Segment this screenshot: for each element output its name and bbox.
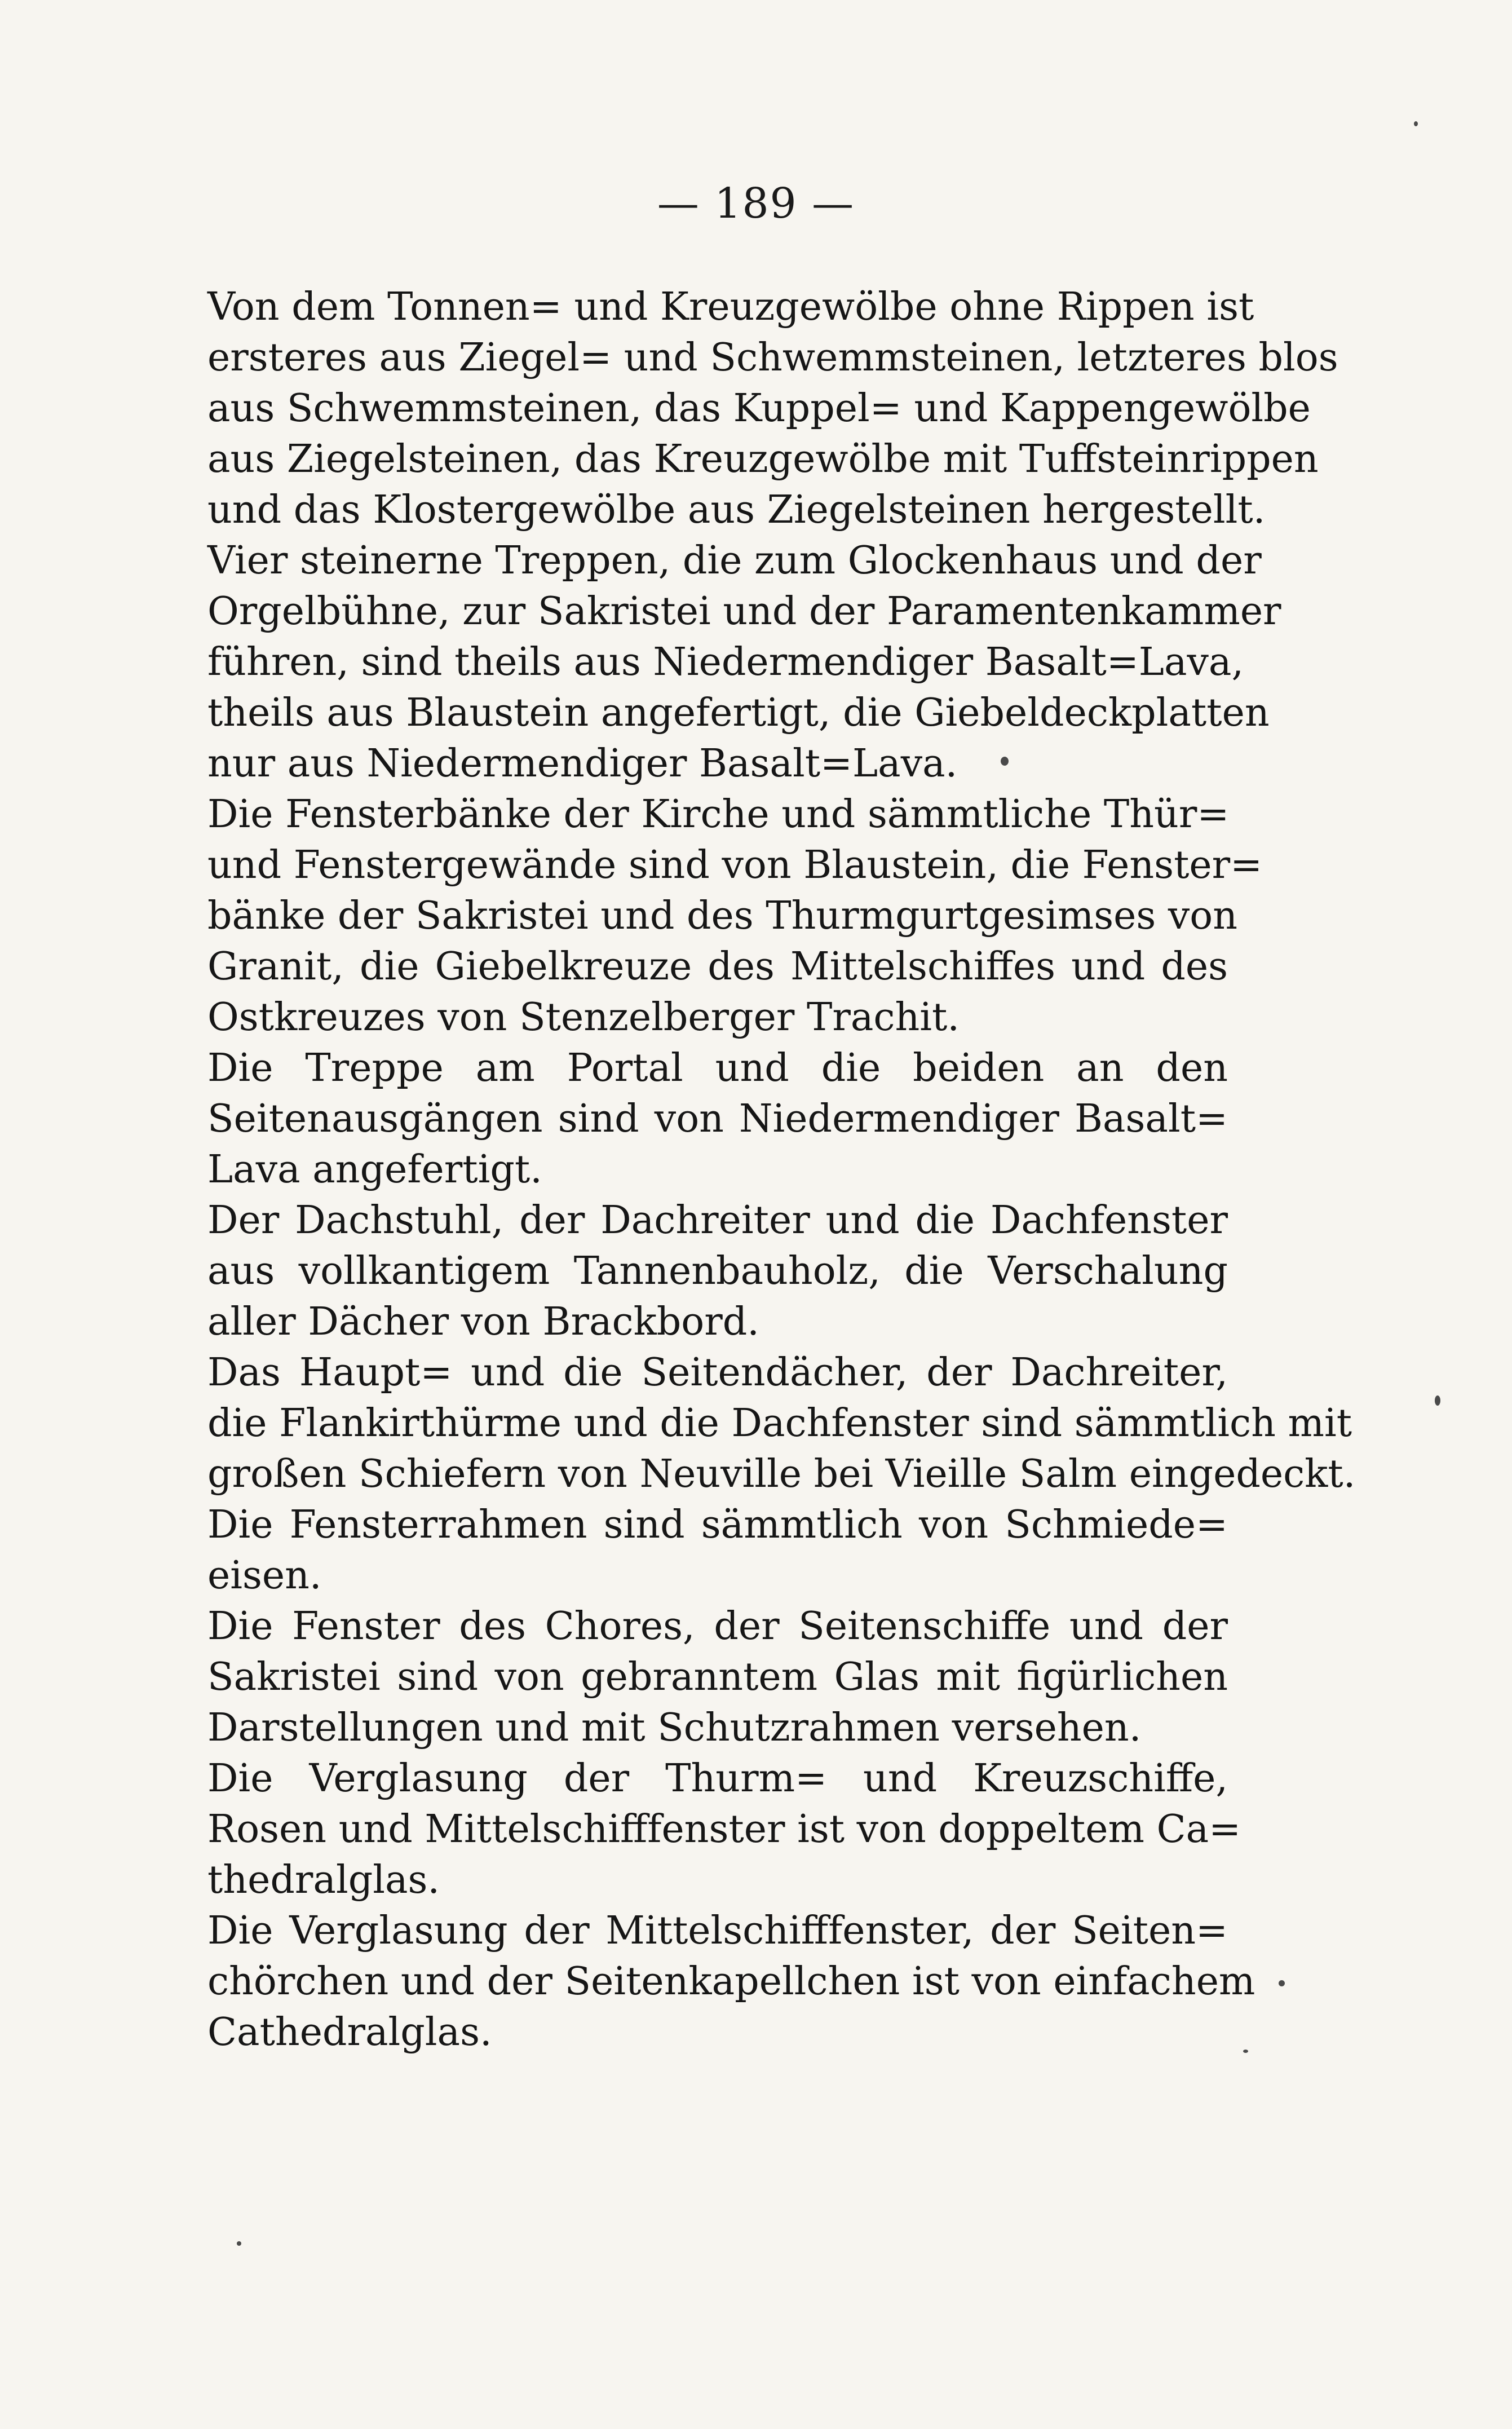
text-line: eisen.	[207, 1553, 322, 1598]
text-line: Lava angefertigt.	[207, 1147, 542, 1192]
text-line: aller Dächer von Brackbord.	[207, 1300, 759, 1344]
text-line: Die Verglasung der Thurm= und Kreuzschiffe,	[207, 1756, 1228, 1801]
page-number: — 189 —	[657, 179, 855, 228]
scan-speck	[237, 2241, 241, 2246]
text-line: Die Fensterbänke der Kirche und sämmtliche Thür=	[207, 792, 1230, 837]
scan-speck	[1279, 1980, 1285, 1986]
text-line: und das Klostergewölbe aus Ziegelsteinen hergestellt.	[207, 488, 1266, 532]
text-line: Seitenausgängen sind von Niedermendiger Basalt=	[207, 1097, 1228, 1141]
text-line: großen Schiefern von Neuville bei Vieille Salm eingedeckt.	[207, 1452, 1356, 1496]
text-line: Von dem Tonnen= und Kreuzgewölbe ohne Rippen ist	[207, 285, 1254, 329]
text-line: theils aus Blaustein angefertigt, die Giebeldeckplatten	[207, 691, 1270, 735]
text-line: Cathedralglas.	[207, 2010, 492, 2055]
scan-speck	[1243, 2050, 1248, 2053]
text-line: bänke der Sakristei und des Thurmgurtgesimses von	[207, 894, 1238, 938]
text-line: Der Dachstuhl, der Dachreiter und die Dachfenster	[207, 1198, 1228, 1243]
text-line: Die Verglasung der Mittelschifffenster, der Seiten=	[207, 1909, 1228, 1953]
text-line: Granit, die Giebelkreuze des Mittelschiffes und des	[207, 944, 1228, 989]
text-line: und Fenstergewände sind von Blaustein, die Fenster=	[207, 843, 1263, 887]
text-line: Die Fenster des Chores, der Seitenschiffe und der	[207, 1604, 1228, 1649]
text-line: aus Schwemmsteinen, das Kuppel= und Kappengewölbe	[207, 386, 1311, 431]
text-line: Darstellungen und mit Schutzrahmen versehen.	[207, 1706, 1142, 1750]
body-text	[207, 282, 1356, 2058]
text-line: aus vollkantigem Tannenbauholz, die Verschalung	[207, 1249, 1228, 1293]
text-line: Die Fensterrahmen sind sämmtlich von Schmiede=	[207, 1503, 1228, 1547]
text-line: die Flankirthürme und die Dachfenster sind sämmtlich mit	[207, 1401, 1352, 1446]
text-line: Ostkreuzes von Stenzelberger Trachit.	[207, 995, 960, 1040]
text-line: aus Ziegelsteinen, das Kreuzgewölbe mit Tuffsteinrippen	[207, 437, 1319, 482]
text-line: Vier steinerne Treppen, die zum Glockenhaus und der	[207, 538, 1262, 583]
text-line: nur aus Niedermendiger Basalt=Lava.	[207, 741, 958, 786]
text-line: ersteres aus Ziegel= und Schwemmsteinen, letzteres blos	[207, 335, 1338, 380]
scan-speck	[1414, 121, 1418, 126]
text-line: chörchen und der Seitenkapellchen ist von einfachem	[207, 1959, 1255, 2004]
scan-speck	[1001, 757, 1009, 766]
text-line: thedralglas.	[207, 1858, 440, 1902]
scan-speck	[1435, 1395, 1440, 1406]
text-line: Orgelbühne, zur Sakristei und der Paramentenkammer	[207, 589, 1281, 634]
text-line: Die Treppe am Portal und die beiden an den	[207, 1046, 1228, 1090]
text-line: führen, sind theils aus Niedermendiger Basalt=Lava,	[207, 640, 1244, 684]
text-line: Sakristei sind von gebranntem Glas mit figürlichen	[207, 1655, 1228, 1699]
text-line: Das Haupt= und die Seitendächer, der Dachreiter,	[207, 1350, 1228, 1395]
text-line: Rosen und Mittelschifffenster ist von doppeltem Ca=	[207, 1807, 1241, 1852]
